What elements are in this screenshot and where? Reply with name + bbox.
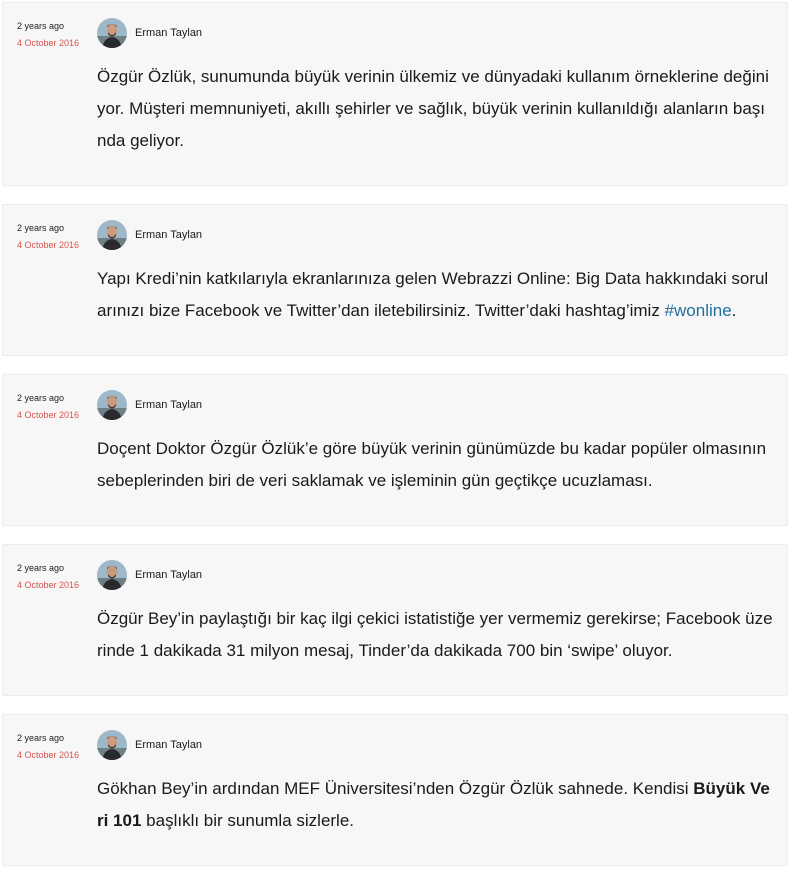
entry-author <box>97 730 202 760</box>
time-ago: 2 years ago <box>17 21 65 31</box>
live-entry <box>2 544 788 696</box>
author-name[interactable]: Erman Taylan <box>135 399 203 411</box>
live-entry <box>2 2 788 186</box>
entry-author <box>97 220 202 250</box>
time-ago: 2 years ago <box>17 223 65 233</box>
entry-date: 4 October 2016 <box>17 580 80 590</box>
entry-date: 4 October 2016 <box>17 240 80 250</box>
entry-meta <box>17 390 79 424</box>
entry-author <box>97 560 202 590</box>
author-name[interactable]: Erman Taylan <box>135 229 203 241</box>
entry-text-end: . <box>731 301 737 320</box>
time-ago: 2 years ago <box>17 393 65 403</box>
entry-author <box>97 18 202 48</box>
entry-text-end: başlıklı bir sunumla sizlerle. <box>141 811 355 830</box>
entry-date: 4 October 2016 <box>17 410 80 420</box>
live-entry <box>2 374 788 526</box>
author-name[interactable]: Erman Taylan <box>135 739 203 751</box>
author-name[interactable]: Erman Taylan <box>135 569 203 581</box>
entry-author <box>97 390 202 420</box>
live-entry <box>2 714 788 866</box>
author-avatar <box>97 730 127 760</box>
entry-text-content: Gökhan Bey’in ardından MEF Üniversitesi’nden Özgür Özlük sahnede. Kendisi <box>97 779 694 798</box>
author-avatar <box>97 390 127 420</box>
entry-text-content: Özgür Özlük, sunumunda büyük verinin ülkemiz ve dünyadaki kullanım örneklerine değiniyor. Müşteri memnuniyeti, akıllı şehirler ve sağlık, büyük verinin kullanıldığı alanların başında geliyor. <box>97 67 769 150</box>
entry-date: 4 October 2016 <box>17 750 80 760</box>
author-avatar <box>97 18 127 48</box>
bold-title: Büyük Veri 101 <box>97 779 770 830</box>
hashtag-link[interactable]: #wonline <box>664 301 732 320</box>
entry-meta <box>17 18 79 52</box>
entry-text-content: Yapı Kredi’nin katkılarıyla ekranlarınıza gelen Webrazzi Online: Big Data hakkındaki sorularınızı bize Facebook ve Twitter’dan iletebilirsiniz. Twitter’daki hashtag’imiz <box>97 269 769 320</box>
author-avatar <box>97 220 127 250</box>
entry-text-content: Özgür Bey’in paylaştığı bir kaç ilgi çekici istatistiğe yer vermemiz gerekirse; Facebook üzerinde 1 dakikada 31 milyon mesaj, Tinder’da dakikada 700 bin ‘swipe’ oluyor. <box>97 609 773 660</box>
time-ago: 2 years ago <box>17 733 65 743</box>
author-name[interactable]: Erman Taylan <box>135 27 203 39</box>
entry-text-content: Doçent Doktor Özgür Özlük’e göre büyük verinin günümüzde bu kadar popüler olmasının sebeplerinden biri de veri saklamak ve işleminin gün geçtikçe ucuzlaması. <box>97 439 767 490</box>
entry-meta <box>17 730 79 764</box>
live-entry <box>2 204 788 356</box>
entry-meta <box>17 220 79 254</box>
author-avatar <box>97 560 127 590</box>
time-ago: 2 years ago <box>17 563 65 573</box>
entry-meta <box>17 560 79 594</box>
entry-date: 4 October 2016 <box>17 38 80 48</box>
